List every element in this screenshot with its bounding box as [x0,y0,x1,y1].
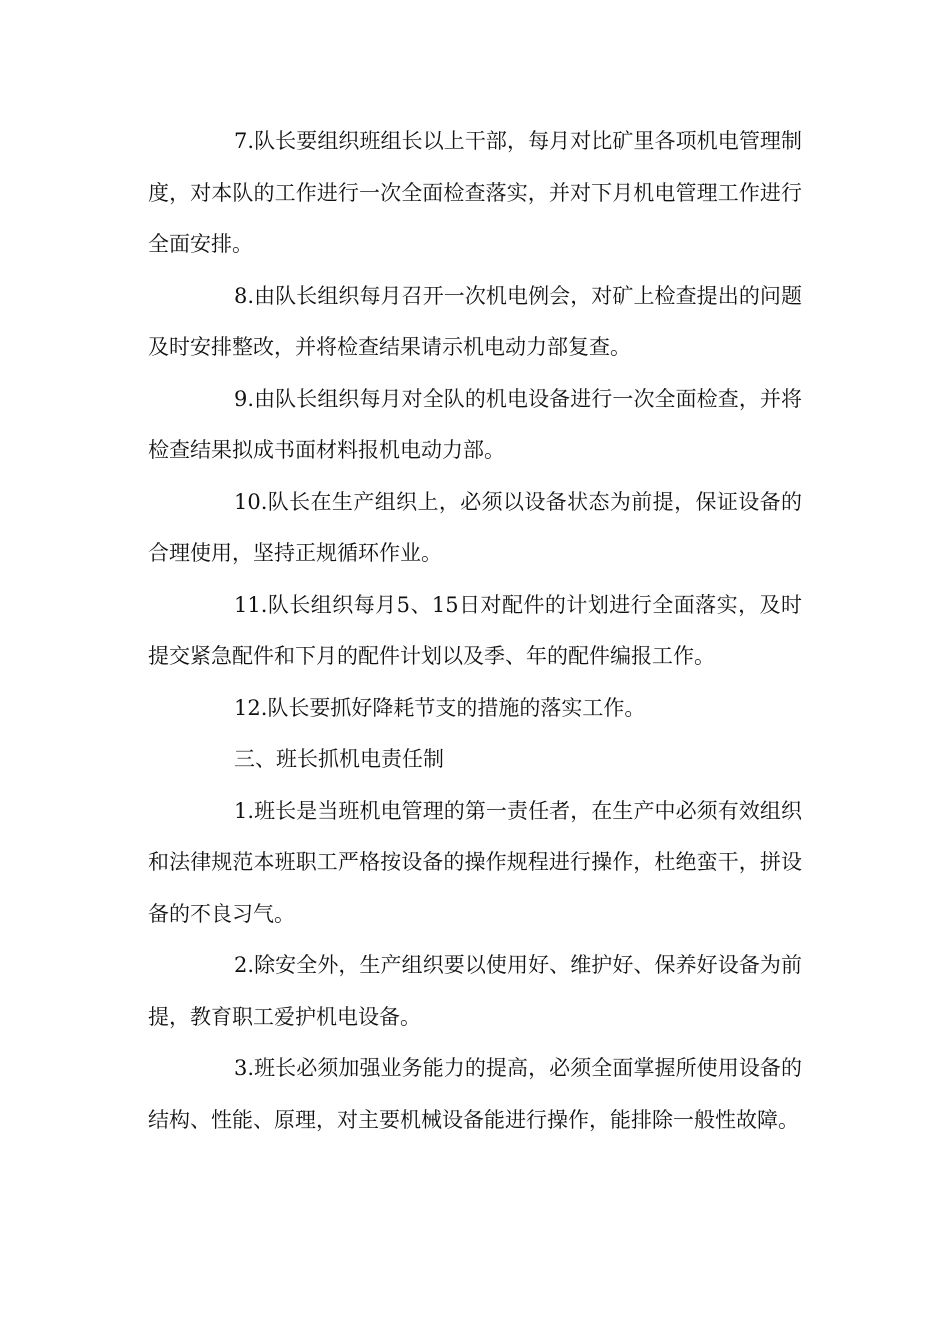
paragraph-7: 7.队长要组织班组长以上干部，每月对比矿里各项机电管理制度，对本队的工作进行一次全面检查落实，并对下月机电管理工作进行全面安排。 [148,129,802,256]
paragraph-9: 9.由队长组织每月对全队的机电设备进行一次全面检查，并将检查结果拟成书面材料报机电动力部。 [148,386,802,462]
paragraph-10: 10.队长在生产组织上，必须以设备状态为前提，保证设备的合理使用，坚持正规循环作业。 [148,489,802,565]
paragraph-8: 8.由队长组织每月召开一次机电例会，对矿上检查提出的问题及时安排整改，并将检查结果请示机电动力部复查。 [148,283,802,359]
paragraph-2: 2.除安全外，生产组织要以使用好、维护好、保养好设备为前提，教育职工爱护机电设备。 [148,953,802,1029]
section-heading: 三、班长抓机电责任制 [234,747,444,771]
paragraph-11: 11.队长组织每月5、15日对配件的计划进行全面落实，及时提交紧急配件和下月的配件计划以及季、年的配件编报工作。 [148,592,802,668]
document-body [148,116,802,1146]
paragraph-3: 3.班长必须加强业务能力的提高，必须全面掌握所使用设备的结构、性能、原理，对主要机械设备能进行操作，能排除一般性故障。 [148,1056,802,1132]
paragraph-12: 12.队长要抓好降耗节支的措施的落实工作。 [234,695,646,720]
paragraph-1: 1.班长是当班机电管理的第一责任者，在生产中必须有效组织和法律规范本班职工严格按设备的操作规程进行操作，杜绝蛮干，拼设备的不良习气。 [148,798,802,926]
